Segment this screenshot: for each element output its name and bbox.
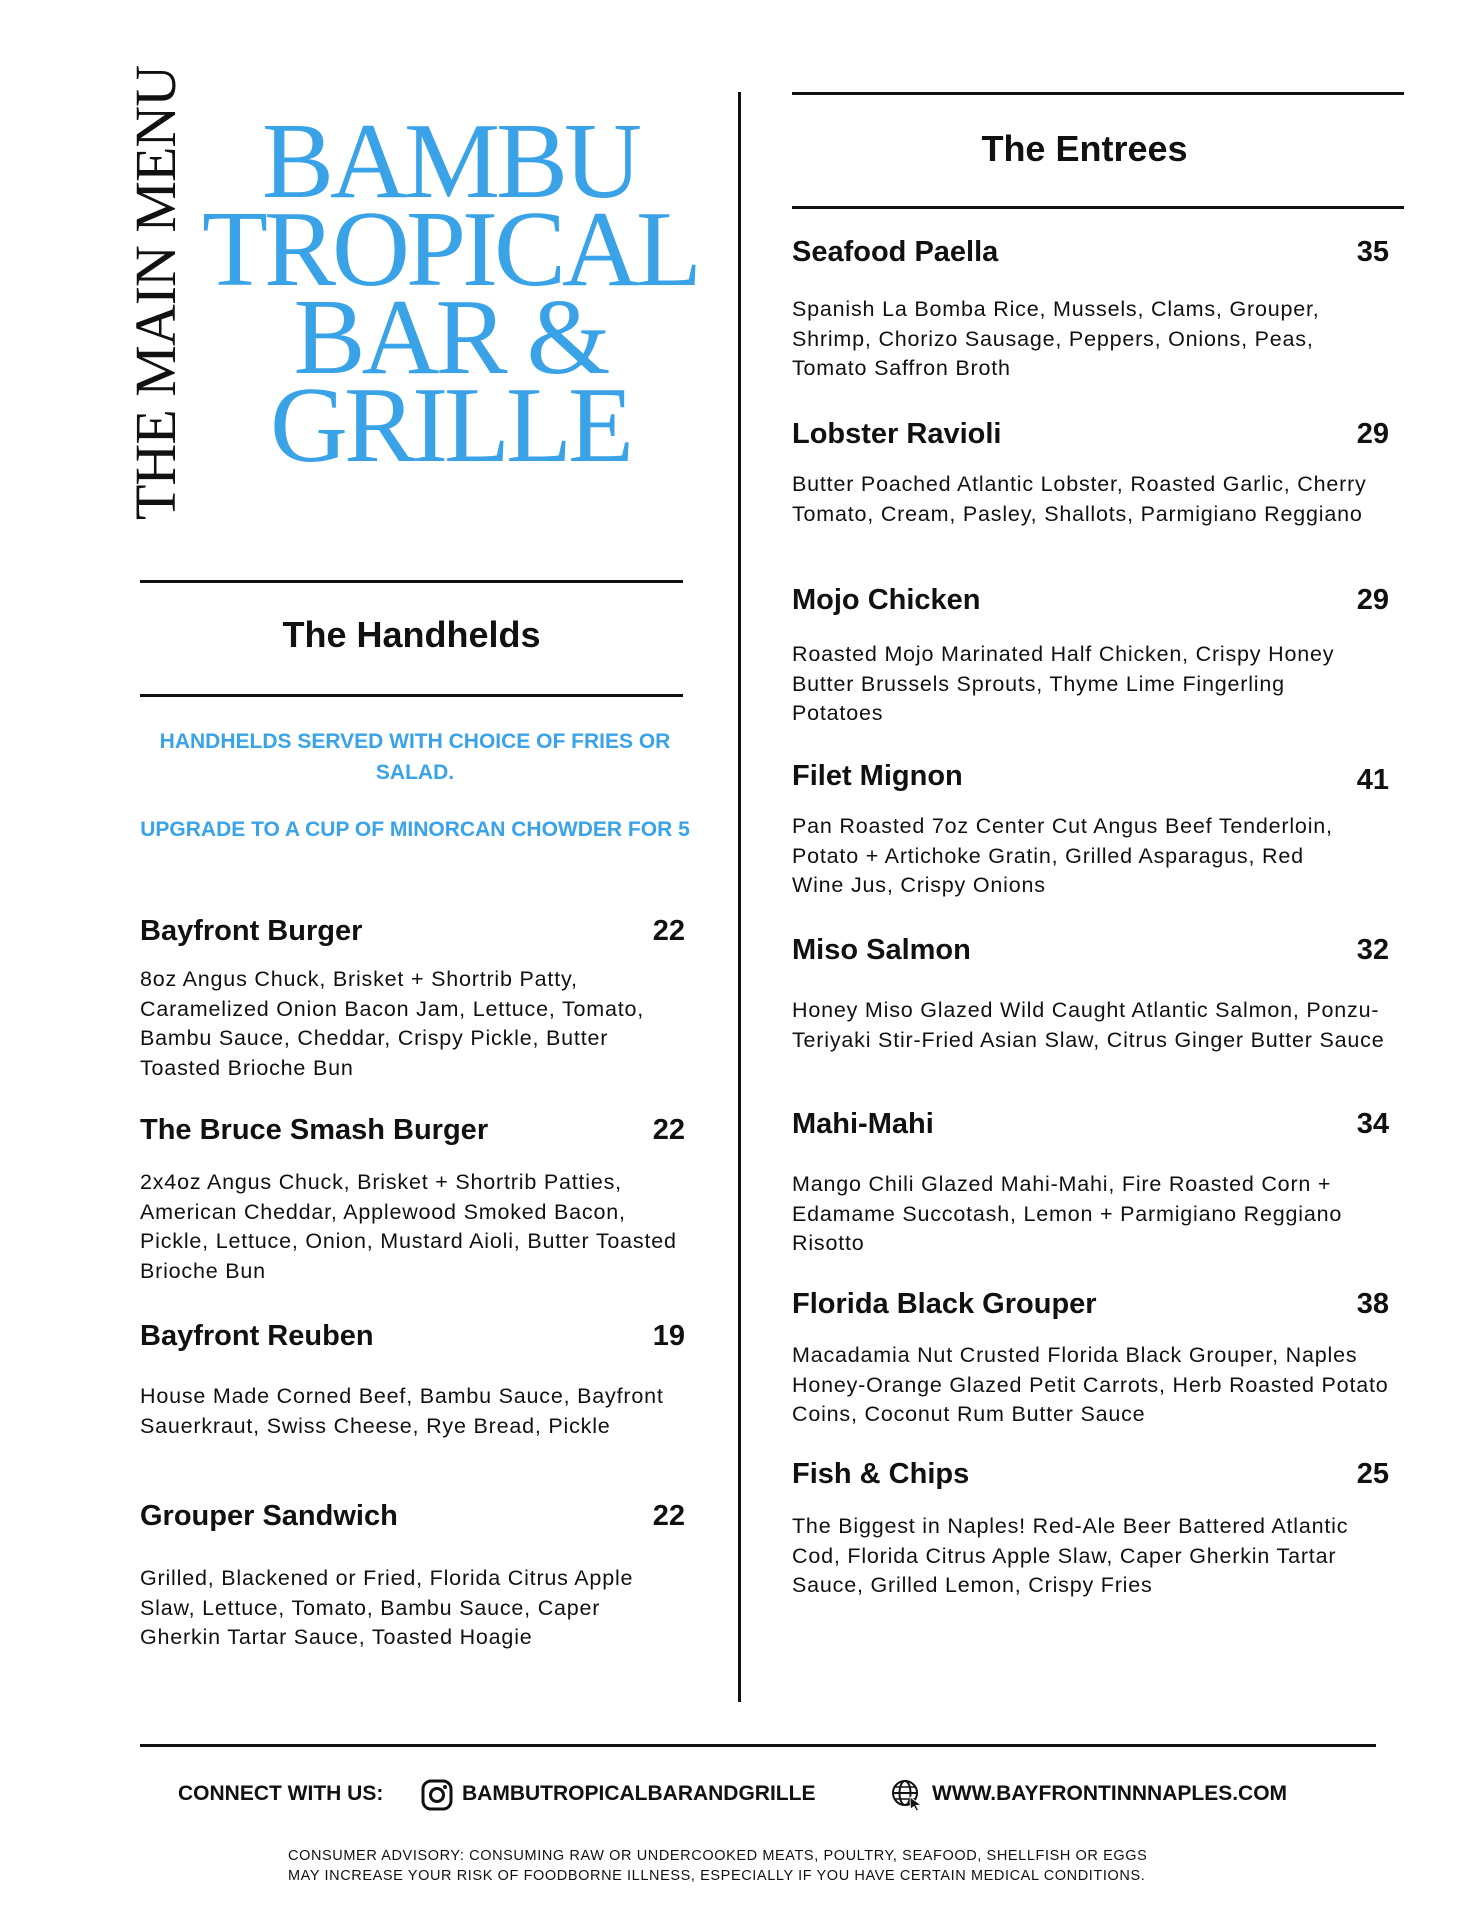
item-name: Mojo Chicken bbox=[792, 584, 981, 616]
divider bbox=[140, 580, 683, 583]
item-description: Roasted Mojo Marinated Half Chicken, Crispy Honey Butter Brussels Sprouts, Thyme Lime Fingerling Potatoes bbox=[792, 642, 1335, 725]
handhelds-notice: HANDHELDS SERVED WITH CHOICE OF FRIES OR SALAD. bbox=[159, 730, 671, 784]
item-description: Butter Poached Atlantic Lobster, Roasted Garlic, Cherry Tomato, Cream, Pasley, Shallots, Parmigiano Reggiano bbox=[792, 472, 1367, 526]
item-price: 32 bbox=[1356, 934, 1389, 966]
item-price: 22 bbox=[652, 915, 685, 947]
item-name: Grouper Sandwich bbox=[140, 1500, 398, 1532]
item-name: Bayfront Reuben bbox=[140, 1320, 374, 1352]
section-title-handhelds: The Handhelds bbox=[282, 614, 541, 655]
instagram-icon[interactable] bbox=[420, 1778, 454, 1812]
item-price: 25 bbox=[1356, 1458, 1389, 1490]
item-price: 34 bbox=[1356, 1108, 1389, 1140]
advisory-line: MAY INCREASE YOUR RISK OF FOODBORNE ILLNESS, ESPECIALLY IF YOU HAVE CERTAIN MEDICAL CONDITIONS. bbox=[288, 1868, 1146, 1884]
item-name: Miso Salmon bbox=[792, 934, 971, 966]
item-description: House Made Corned Beef, Bambu Sauce, Bayfront Sauerkraut, Swiss Cheese, Rye Bread, Pickle bbox=[140, 1384, 664, 1438]
item-description: The Biggest in Naples! Red-Ale Beer Battered Atlantic Cod, Florida Citrus Apple Slaw, Caper Gherkin Tartar Sauce, Grilled Lemon, Crispy Fries bbox=[792, 1514, 1349, 1597]
consumer-advisory bbox=[200, 1846, 1200, 1886]
brand-line: BAR & bbox=[293, 278, 607, 397]
divider bbox=[140, 694, 683, 697]
item-description: Honey Miso Glazed Wild Caught Atlantic Salmon, Ponzu-Teriyaki Stir-Fried Asian Slaw, Citrus Ginger Butter Sauce bbox=[792, 998, 1385, 1052]
item-price: 22 bbox=[652, 1500, 685, 1532]
item-price: 19 bbox=[652, 1320, 685, 1352]
column-divider bbox=[738, 92, 741, 1702]
item-price: 22 bbox=[652, 1114, 685, 1146]
brand-line: TROPICAL bbox=[201, 190, 699, 309]
item-name: Seafood Paella bbox=[792, 236, 999, 268]
divider bbox=[792, 206, 1404, 209]
globe-icon[interactable] bbox=[890, 1778, 924, 1812]
item-description: Grilled, Blackened or Fried, Florida Citrus Apple Slaw, Lettuce, Tomato, Bambu Sauce, Caper Gherkin Tartar Sauce, Toasted Hoagie bbox=[140, 1566, 634, 1649]
section-title-entrees: The Entrees bbox=[981, 128, 1188, 169]
item-name: Bayfront Burger bbox=[140, 915, 363, 947]
item-price: 29 bbox=[1356, 418, 1389, 450]
footer-divider bbox=[140, 1744, 1376, 1747]
item-description: Spanish La Bomba Rice, Mussels, Clams, Grouper, Shrimp, Chorizo Sausage, Peppers, Onions, Peas, Tomato Saffron Broth bbox=[792, 297, 1320, 380]
advisory-line: CONSUMER ADVISORY: CONSUMING RAW OR UNDERCOOKED MEATS, POULTRY, SEAFOOD, SHELLFISH OR EGGS bbox=[288, 1848, 1148, 1864]
item-name: The Bruce Smash Burger bbox=[140, 1114, 489, 1146]
item-description: 8oz Angus Chuck, Brisket + Shortrib Patty, Caramelized Onion Bacon Jam, Lettuce, Tomato, Bambu Sauce, Cheddar, Crispy Pickle, Butter Toasted Brioche Bun bbox=[140, 967, 645, 1080]
brand-line: BAMBU bbox=[261, 102, 639, 221]
item-name: Florida Black Grouper bbox=[792, 1288, 1097, 1320]
restaurant-name bbox=[165, 102, 735, 485]
divider bbox=[792, 92, 1404, 95]
connect-label: CONNECT WITH US: bbox=[178, 1782, 384, 1805]
chowder-upgrade-notice: UPGRADE TO A CUP OF MINORCAN CHOWDER FOR 5 bbox=[140, 818, 690, 841]
item-description: 2x4oz Angus Chuck, Brisket + Shortrib Patties, American Cheddar, Applewood Smoked Bacon, Pickle, Lettuce, Onion, Mustard Aioli, Butter Toasted Brioche Bun bbox=[140, 1170, 677, 1283]
item-description: Pan Roasted 7oz Center Cut Angus Beef Tenderloin, Potato + Artichoke Gratin, Grilled Asparagus, Red Wine Jus, Crispy Onions bbox=[792, 814, 1333, 897]
item-price: 29 bbox=[1356, 584, 1389, 616]
item-price: 35 bbox=[1356, 236, 1389, 268]
item-price: 41 bbox=[1356, 764, 1389, 796]
item-name: Filet Mignon bbox=[792, 760, 963, 792]
vertical-heading: THE MAIN MENU bbox=[123, 65, 188, 520]
item-name: Mahi-Mahi bbox=[792, 1108, 934, 1140]
item-price: 38 bbox=[1356, 1288, 1389, 1320]
instagram-handle[interactable]: BAMBUTROPICALBARANDGRILLE bbox=[462, 1782, 816, 1805]
item-name: Lobster Ravioli bbox=[792, 418, 1002, 450]
item-name: Fish & Chips bbox=[792, 1458, 970, 1490]
item-description: Macadamia Nut Crusted Florida Black Grouper, Naples Honey-Orange Glazed Petit Carrots, Herb Roasted Potato Coins, Coconut Rum Butter Sauce bbox=[792, 1343, 1389, 1426]
brand-line: GRILLE bbox=[270, 366, 630, 485]
item-description: Mango Chili Glazed Mahi-Mahi, Fire Roasted Corn + Edamame Succotash, Lemon + Parmigiano Reggiano Risotto bbox=[792, 1172, 1343, 1255]
website-link[interactable]: WWW.BAYFRONTINNNAPLES.COM bbox=[932, 1782, 1288, 1805]
